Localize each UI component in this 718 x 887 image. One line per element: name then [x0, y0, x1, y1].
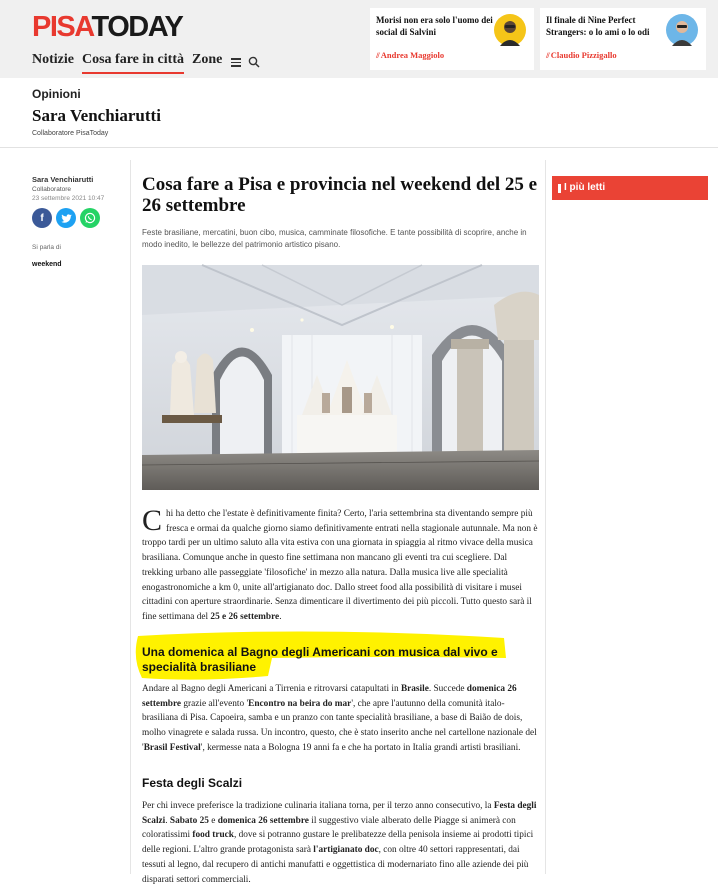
bold-text: Festa degli Scalzi — [142, 801, 537, 826]
dropcap: C — [142, 504, 163, 537]
article-subtitle: Feste brasiliane, mercatini, buon cibo, musica, camminate filosofiche. E tante possibilità di scoprire, anche in modo inedito, le bellezze del patrimonio artistico pisano. — [142, 228, 527, 249]
meta-role: Collaboratore — [32, 186, 72, 193]
article-title: Cosa fare a Pisa e provincia nel weekend del 25 e 26 settembre — [142, 174, 538, 216]
text-run: grazie all'evento ' — [181, 698, 249, 709]
article-meta — [32, 175, 122, 268]
promo-title[interactable]: Il finale di Nine Perfect Strangers: o lo ami o lo odi — [546, 15, 650, 37]
avatar — [494, 14, 526, 46]
most-read-header[interactable] — [552, 176, 708, 200]
section-heading: Una domenica al Bagno degli Americani con musica dal vivo e specialità brasiliane — [142, 645, 498, 674]
promo-card[interactable] — [370, 8, 534, 70]
author-role: Collaboratore PisaToday — [32, 130, 109, 137]
text-run: ', kermesse nata a Bologna 19 anni fa e che ha portato in Italia grandi artisti brasiliani. — [200, 742, 521, 753]
text-run: Andare al Bagno degli Americani a Tirrenia e ritrovarsi catapultati in — [142, 684, 401, 694]
bold-text: domenica 26 settembre — [142, 684, 517, 709]
nav-item-notizie[interactable]: Notizie — [32, 52, 74, 67]
section-label[interactable]: Opinioni — [32, 87, 81, 101]
promo-title[interactable]: Morisi non era solo l'uomo dei social di Salvini — [376, 15, 493, 37]
text-run: , dove si potranno gustare le prelibatezze della penisola insieme ai prodotti tipici delle regioni. L'altro grande protagonista sarà — [142, 830, 534, 856]
promo-author: // Claudio Pizzigallo — [546, 50, 617, 60]
author-name[interactable]: Sara Venchiarutti — [32, 106, 161, 125]
menu-icon[interactable] — [230, 56, 242, 68]
marker-icon — [558, 184, 561, 193]
text-run: e — [208, 815, 218, 826]
section-heading: Festa degli Scalzi — [142, 776, 243, 790]
search-icon[interactable] — [248, 56, 260, 68]
facebook-icon[interactable]: f — [32, 208, 52, 228]
most-read-title: I più letti — [564, 182, 606, 193]
meta-date: 23 settembre 2021 10:47 — [32, 195, 105, 202]
bold-text: l'artigianato doc — [313, 845, 379, 856]
bold-text: Brasil Festival — [143, 742, 201, 753]
text-run: . Succede — [428, 684, 467, 694]
meta-part-of: Si parla di — [32, 244, 61, 251]
bold-text: food truck — [192, 830, 234, 841]
divider — [130, 160, 131, 874]
share-buttons — [32, 208, 122, 228]
site-header — [0, 0, 718, 78]
promo-author: // Andrea Maggiolo — [376, 50, 445, 60]
divider — [545, 160, 546, 874]
article-paragraph — [142, 682, 539, 756]
text-run: , con oltre 40 settori rappresentati, dai tessuti al legno, dal recupero di antichi manufatti e oggettistica di modernariato fino alle aziende dei più disparati settori commerciali. — [142, 845, 529, 885]
avatar — [666, 14, 698, 46]
bold-text: Encontro na beira do mar — [248, 698, 352, 709]
text-run: . — [165, 815, 170, 826]
main-nav — [32, 52, 266, 74]
article-header — [142, 174, 539, 251]
bold-text: domenica 26 settembre — [217, 815, 309, 826]
promo-card[interactable] — [540, 8, 706, 70]
text-run: il suggestivo viale alberato delle Piagge si animerà con coloratissimi — [142, 815, 516, 841]
twitter-icon[interactable] — [56, 208, 76, 228]
nav-item-zone[interactable]: Zone — [191, 52, 223, 67]
article-paragraph: Chi ha detto che l'estate è definitivamente finita? Certo, l'aria settembrina sta diventando sempre più fresca e ormai da qualche giorno siamo definitivamente entrati nella stagionale autunnale. Ma non è troppo tardi per un ultimo saluto alla vita estiva con una giornata in spiaggia al ritmo vivace della musica brasiliana. Comunque anche in questo fine settimana non mancano gli eventi tra cui scegliere. Dal trekking urbano alle passeggiate 'filosofiche' in mezzo alla natura. Dalla musica live alle specialità enogastronomiche a km 0, unite all'artigianato doc. Dallo street food alla possibilità di visitare i musei cittadini con aperture straordinarie. Senza dimenticare il divertimento dei più piccoli. Tutto questo sarà il fine settimana del 25 e 26 settembre. — [142, 504, 538, 622]
bold-text: Brasile — [400, 684, 429, 694]
author-band — [0, 78, 718, 148]
meta-tag[interactable]: weekend — [32, 261, 62, 268]
nav-item-cosa-fare[interactable]: Cosa fare in città — [82, 52, 184, 74]
text-run: ', che apre l'autunno della comunità italo-brasiliana di Pisa. Capoeira, samba e un pranzo con tante specialità brasiliane, a base di Baião de dois, molho vinagrete e salada russa. Un incontro, questo, che è stato inserito anche nel cartellone nazionale del ' — [142, 698, 537, 753]
bold-text: Sabato 25 — [169, 815, 209, 826]
hero-image[interactable] — [142, 265, 539, 490]
article-paragraph — [142, 799, 539, 887]
meta-author[interactable]: Sara Venchiarutti — [32, 175, 94, 184]
text-run: Per chi invece preferisce la tradizione culinaria italiana torna, per il terzo anno consecutivo, la — [142, 801, 494, 811]
site-logo[interactable]: PISATODAY — [32, 11, 183, 43]
whatsapp-icon[interactable] — [80, 208, 100, 228]
